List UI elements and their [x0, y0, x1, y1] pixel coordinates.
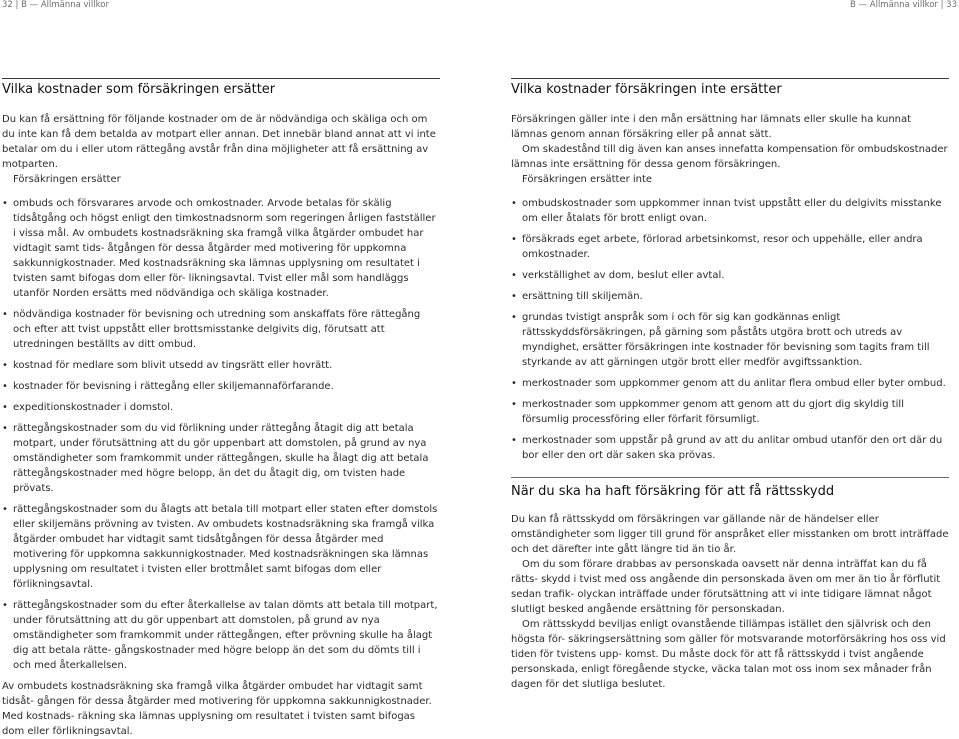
- excluded-costs-list: [511, 196, 949, 463]
- intro-paragraph: Försäkringen gäller inte i den mån ersättning har lämnats eller skulle ha kunnat lämnas genom annan försäkring eller på annat sätt.: [511, 114, 912, 140]
- body-paragraph: Du kan få rättsskydd om försäkringen var gällande när de händelser eller omständigheter som ligger till grund för anspråket eller misstanken om brott inträffade och det därefter inte gått längre tid än tio år.: [511, 514, 949, 555]
- list-item: • försäkrads eget arbete, förlorad arbetsinkomst, resor och uppehälle, eller andra omkostnader.: [511, 232, 949, 262]
- list-item: • expeditionskostnader i domstol.: [2, 400, 440, 415]
- right-column: [511, 78, 949, 692]
- list-item: • rättegångskostnader som du ålagts att betala till motpart eller staten efter domstols eller skiljemäns prövning av tvisten. Av ombudets kostnadsräkning ska framgå vilka åtgärder ombudet har vidtagit samt tidsåtgången för dessa åtgärder med motivering för uppkomna sakkunnigkostnader. Med kostnadsräkningen ska lämnas upplysning om resultatet i tvisten eller brottmålet samt bifogas dom eller förlikningsavtal.: [2, 502, 440, 592]
- list-item: • rättegångskostnader som du efter återkallelse av talan dömts att betala till motpart, under förutsättning att du gör uppenbart att domstolen, på grund av nya omständigheter som framkommit under rättegången, efter prövning skulle ha ålagt dig att betala rätte- gångskostnader med högre belopp än det som du dömts till i och med återkallelsen.: [2, 598, 440, 673]
- list-item: • ombuds och försvarares arvode och omkostnader. Arvode betalas för skälig tidsåtgång och högst enligt den timkostnadsnorm som regeringen årligen fastställer i vissa mål. Av ombudets kostnadsräkning ska framgå vilka åtgärder ombudet har vidtagit samt tids- åtgången för dessa åtgärder med motivering för uppkomna sakkunnigkostnader. Med kostnadsräkning ska lämnas upplysning om resultatet i tvisten samt bifogas dom eller för- likningsavtal. Tvist eller mål som handläggs utanför Norden ersätts med nödvändiga och skäliga kostnader.: [2, 196, 440, 301]
- list-item: • nödvändiga kostnader för bevisning och utredning som anskaffats före rättegång och efter att tvist uppstått eller brottsmisstanke delgivits dig, förutsatt att utredningen beställts av ditt ombud.: [2, 307, 440, 352]
- list-item: • verkställighet av dom, beslut eller avtal.: [511, 268, 949, 283]
- outro-paragraph: Av ombudets kostnadsräkning ska framgå vilka åtgärder ombudet har vidtagit samt tidsåt- gången för dessa åtgärder med motivering för uppkomna sakkunnigkostnader. Med kostnads- räkning ska lämnas upplysning om resultatet i tvisten samt bifogas dom eller förlikningsavtal.: [2, 681, 432, 737]
- section-divider: [511, 78, 949, 79]
- left-column: [2, 78, 440, 739]
- section-divider: [511, 477, 949, 478]
- intro-lead: Försäkringen ersätter: [13, 174, 121, 185]
- intro-lead: Försäkringen ersätter inte: [522, 174, 653, 185]
- list-item: • merkostnader som uppkommer genom att du anlitar flera ombud eller byter ombud.: [511, 376, 949, 391]
- body-paragraph: Om du som förare drabbas av personskada oavsett när denna inträffat kan du få rätts- skydd i tvist med oss angående din personskada även om mer än tio år förflutit sedan trafik- olyckan inträffade under förutsättning att vi inte tidigare lämnat något slutligt besked angående ersättning för personskadan.: [511, 559, 941, 615]
- list-item: • merkostnader som uppstår på grund av att du anlitar ombud utanför den ort där du bor eller den ort där saken ska prövas.: [511, 433, 949, 463]
- intro-paragraph-2: Om skadestånd till dig även kan anses innefatta kompensation för ombudskostnader lämnas inte ersättning för dessa genom försäkringen.: [511, 144, 948, 170]
- list-item: • ombudskostnader som uppkommer innan tvist uppstått eller du delgivits misstanke om eller åtalats för brott enligt ovan.: [511, 196, 949, 226]
- list-item: • rättegångskostnader som du vid förlikning under rättegång åtagit dig att betala motpart, under förutsättning att du gör uppenbart att domstolen, på grund av nya omständigheter som framkommit under rättegången, skulle ha ålagt dig att betala rättegångskostnader med högre belopp, än det du åtagit dig, om tvisten hade prövats.: [2, 421, 440, 496]
- list-item: • kostnader för bevisning i rättegång eller skiljemannaförfarande.: [2, 379, 440, 394]
- section-divider: [2, 78, 440, 79]
- list-item: • kostnad för medlare som blivit utsedd av tingsrätt eller hovrätt.: [2, 358, 440, 373]
- page-header-right: B — Allmänna villkor | 33: [850, 0, 957, 10]
- section-title-excluded-costs: Vilka kostnader försäkringen inte ersätter: [511, 82, 782, 97]
- list-item: • ersättning till skiljemän.: [511, 289, 949, 304]
- page-header-left: 32 | B — Allmänna villkor: [2, 0, 109, 10]
- section-title-covered-costs: Vilka kostnader som försäkringen ersätter: [2, 82, 276, 97]
- intro-paragraph: Du kan få ersättning för följande kostnader om de är nödvändiga och skäliga och om du inte kan få dem betalda av motpart eller annan. Det innebär bland annat att vi inte betalar om du i eller utom rättegång avstår från dina möjligheter att få ersättning av motparten.: [2, 114, 436, 170]
- covered-costs-list: [2, 196, 440, 673]
- section-title-when-insured: När du ska ha haft försäkring för att få rättsskydd: [511, 484, 835, 499]
- list-item: • merkostnader som uppkommer genom att genom att du gjort dig skyldig till försumlig processföring eller förfarit försumligt.: [511, 397, 949, 427]
- body-paragraph: Om rättsskydd beviljas enligt ovanstående tillämpas istället den självrisk och den högsta för- säkringsersättning som gäller för motsvarande motorförsäkring hos oss vid tiden för tvistens upp- komst. Du måste dock för att få rättsskydd i tvist angående personskada, enligt föregående stycke, väcka talan mot oss inom sex månader från dagen för det slutliga beslutet.: [511, 619, 946, 690]
- list-item: • grundas tvistigt anspråk som i och för sig kan godkännas enligt rättsskyddsförsäkringen, på gärning som påståts utgöra brott och utreds av myndighet, ersätter försäkringen inte kostnader för bevisning som tagits fram till styrkande av att gärningen utgör brott eller medför avgiftssanktion.: [511, 310, 949, 370]
